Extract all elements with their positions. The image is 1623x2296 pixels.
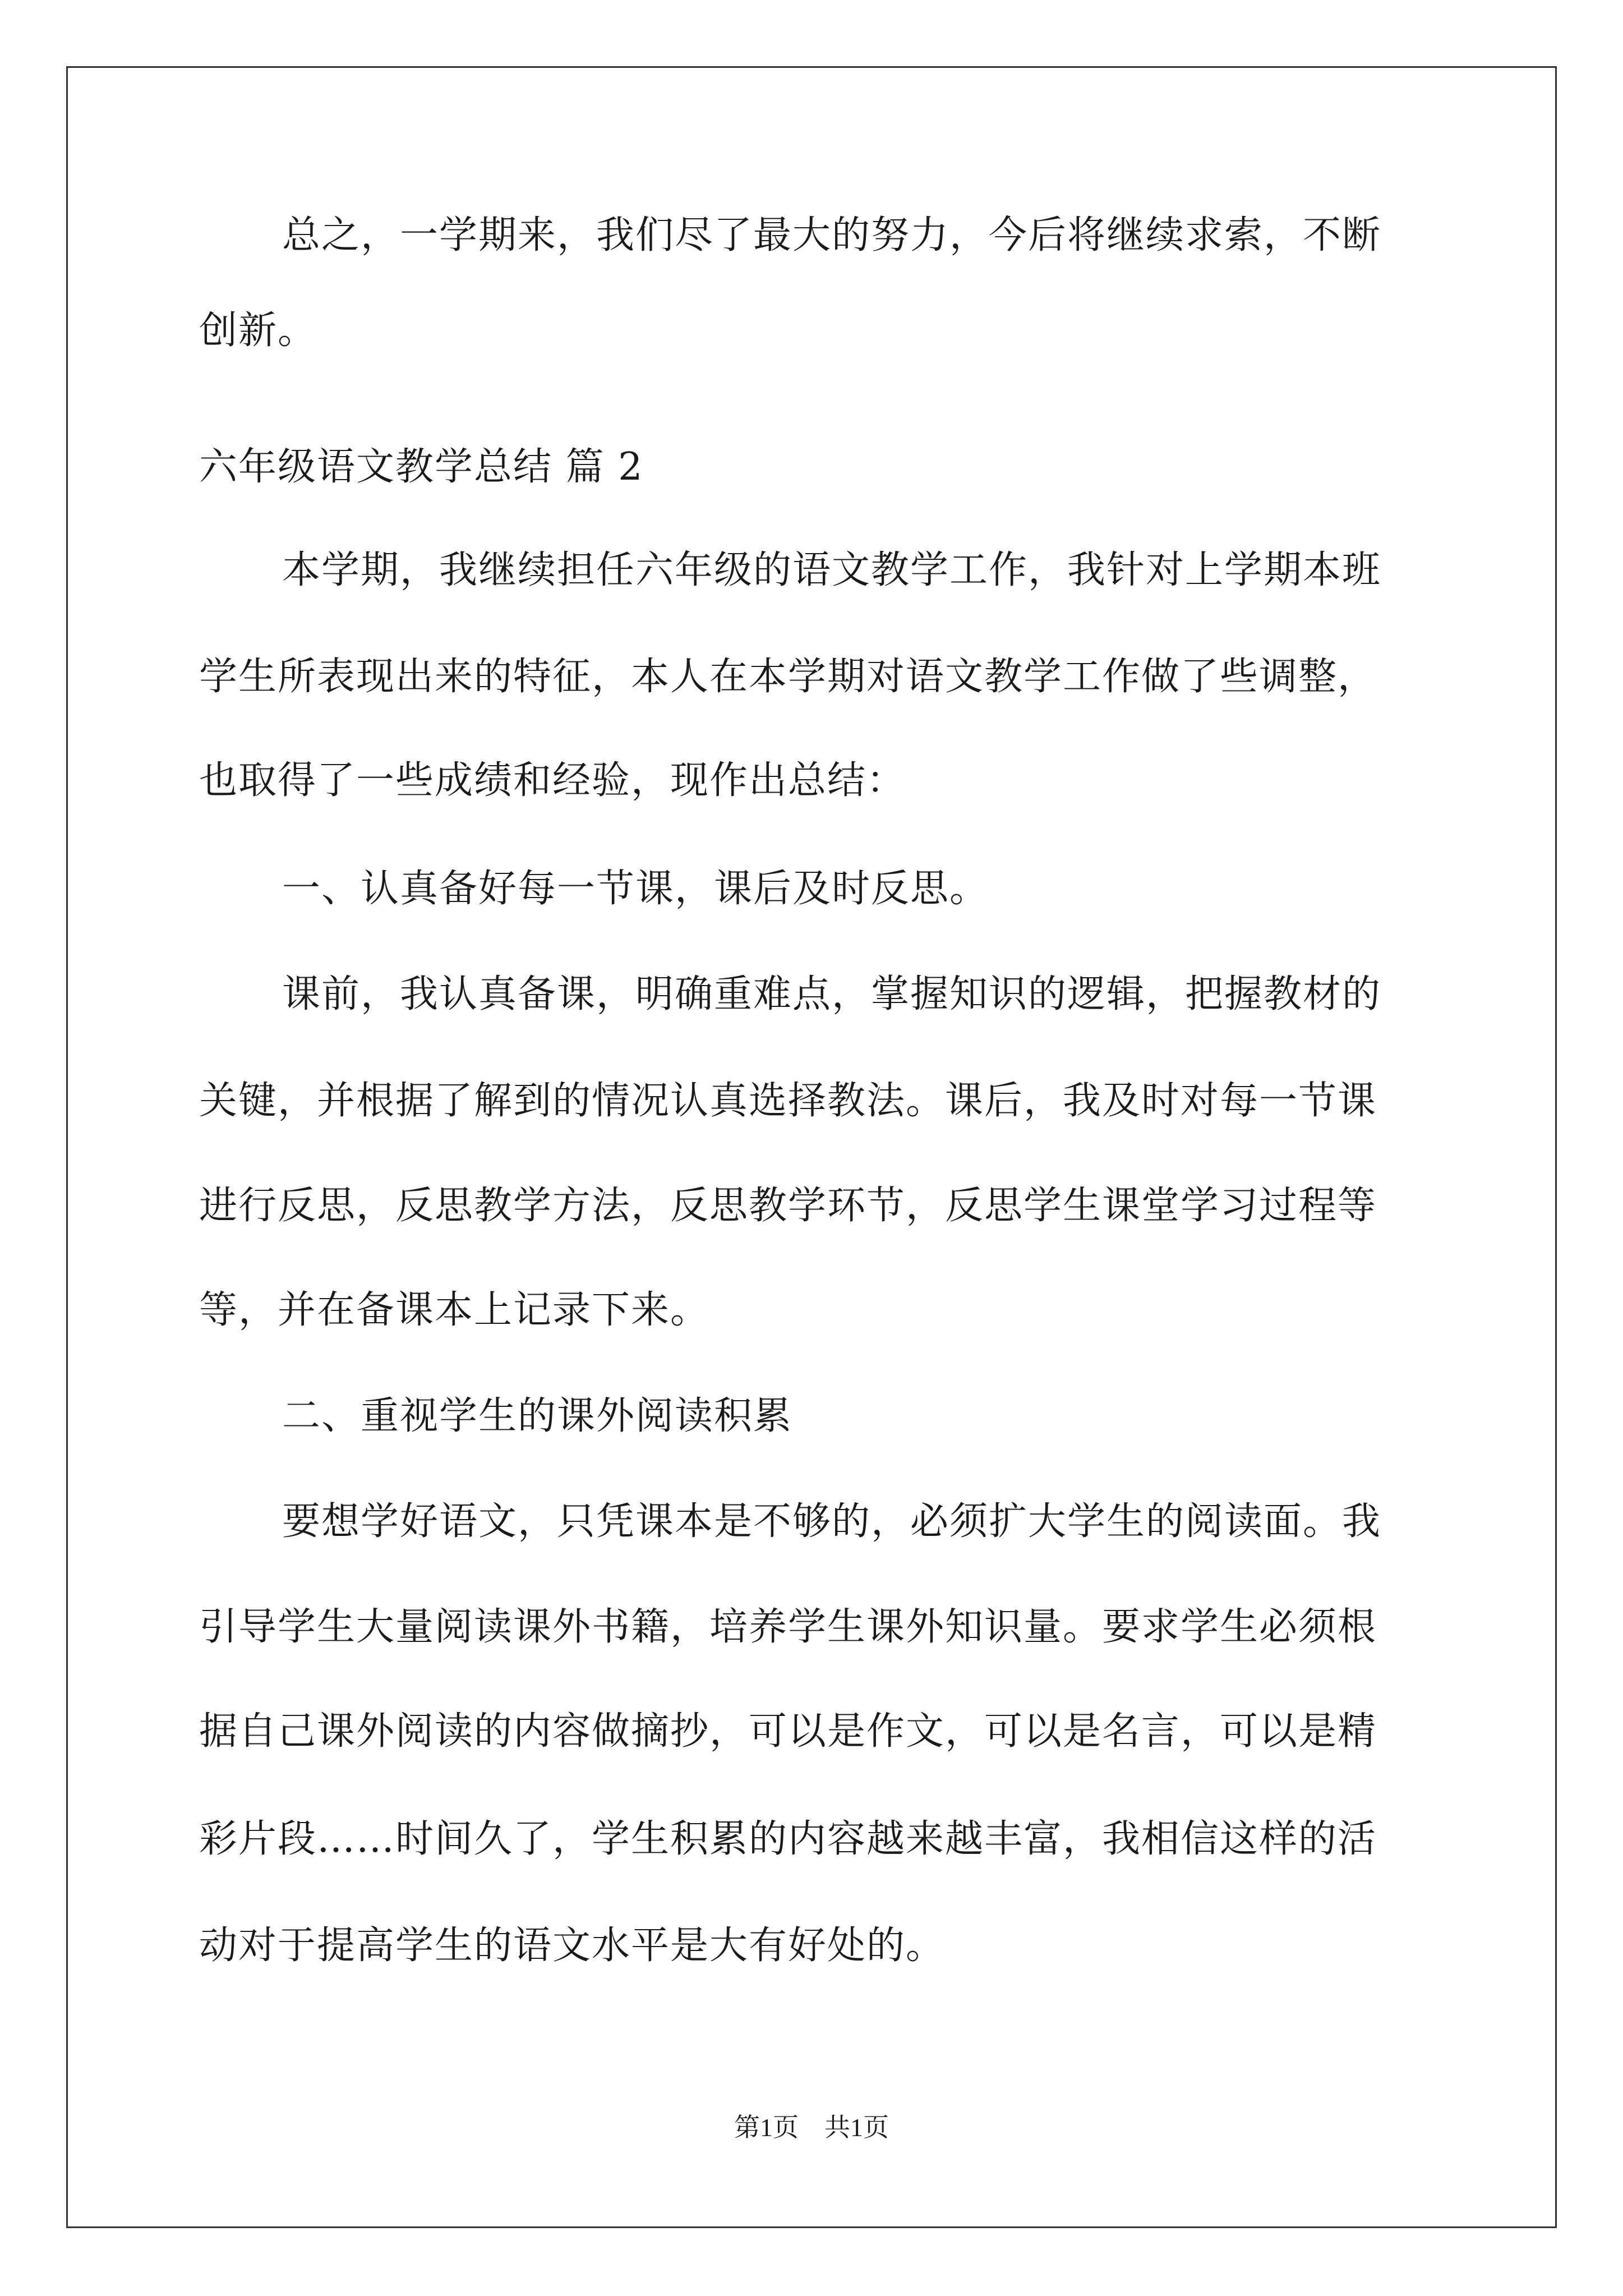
section-heading: 六年级语文教学总结 篇 2 bbox=[199, 445, 644, 489]
subheading-2: 二、重视学生的课外阅读积累 bbox=[282, 1394, 793, 1438]
paragraph-3-line-2: 关键，并根据了解到的情况认真选择教法。课后，我及时对每一节课 bbox=[199, 1079, 1377, 1123]
paragraph-1-line-1: 总之，一学期来，我们尽了最大的努力，今后将继续求索，不断 bbox=[282, 213, 1382, 257]
paragraph-4-line-3: 据自己课外阅读的内容做摘抄，可以是作文，可以是名言，可以是精 bbox=[199, 1709, 1377, 1754]
paragraph-3-line-1: 课前，我认真备课，明确重难点，掌握知识的逻辑，把握教材的 bbox=[282, 972, 1382, 1016]
paragraph-2-line-3: 也取得了一些成绩和经验，现作出总结： bbox=[199, 758, 906, 803]
subheading-1: 一、认真备好每一节课，课后及时反思。 bbox=[282, 867, 989, 911]
page-border bbox=[66, 66, 1557, 2228]
paragraph-2-line-1: 本学期，我继续担任六年级的语文教学工作，我针对上学期本班 bbox=[282, 548, 1382, 592]
paragraph-4-line-1: 要想学好语文，只凭课本是不够的，必须扩大学生的阅读面。我 bbox=[282, 1499, 1382, 1544]
paragraph-3-line-3: 进行反思，反思教学方法，反思教学环节，反思学生课堂学习过程等 bbox=[199, 1184, 1377, 1228]
paragraph-3-line-4: 等，并在备课本上记录下来。 bbox=[199, 1288, 710, 1332]
paragraph-4-line-4: 彩片段……时间久了，学生积累的内容越来越丰富，我相信这样的活 bbox=[199, 1817, 1377, 1861]
paragraph-1-line-2: 创新。 bbox=[199, 309, 317, 353]
paragraph-2-line-2: 学生所表现出来的特征，本人在本学期对语文教学工作做了些调整， bbox=[199, 655, 1377, 699]
paragraph-4-line-2: 引导学生大量阅读课外书籍，培养学生课外知识量。要求学生必须根 bbox=[199, 1605, 1377, 1649]
page-number-footer: 第1页 共1页 bbox=[734, 2113, 889, 2142]
paragraph-4-line-5: 动对于提高学生的语文水平是大有好处的。 bbox=[199, 1924, 946, 1968]
